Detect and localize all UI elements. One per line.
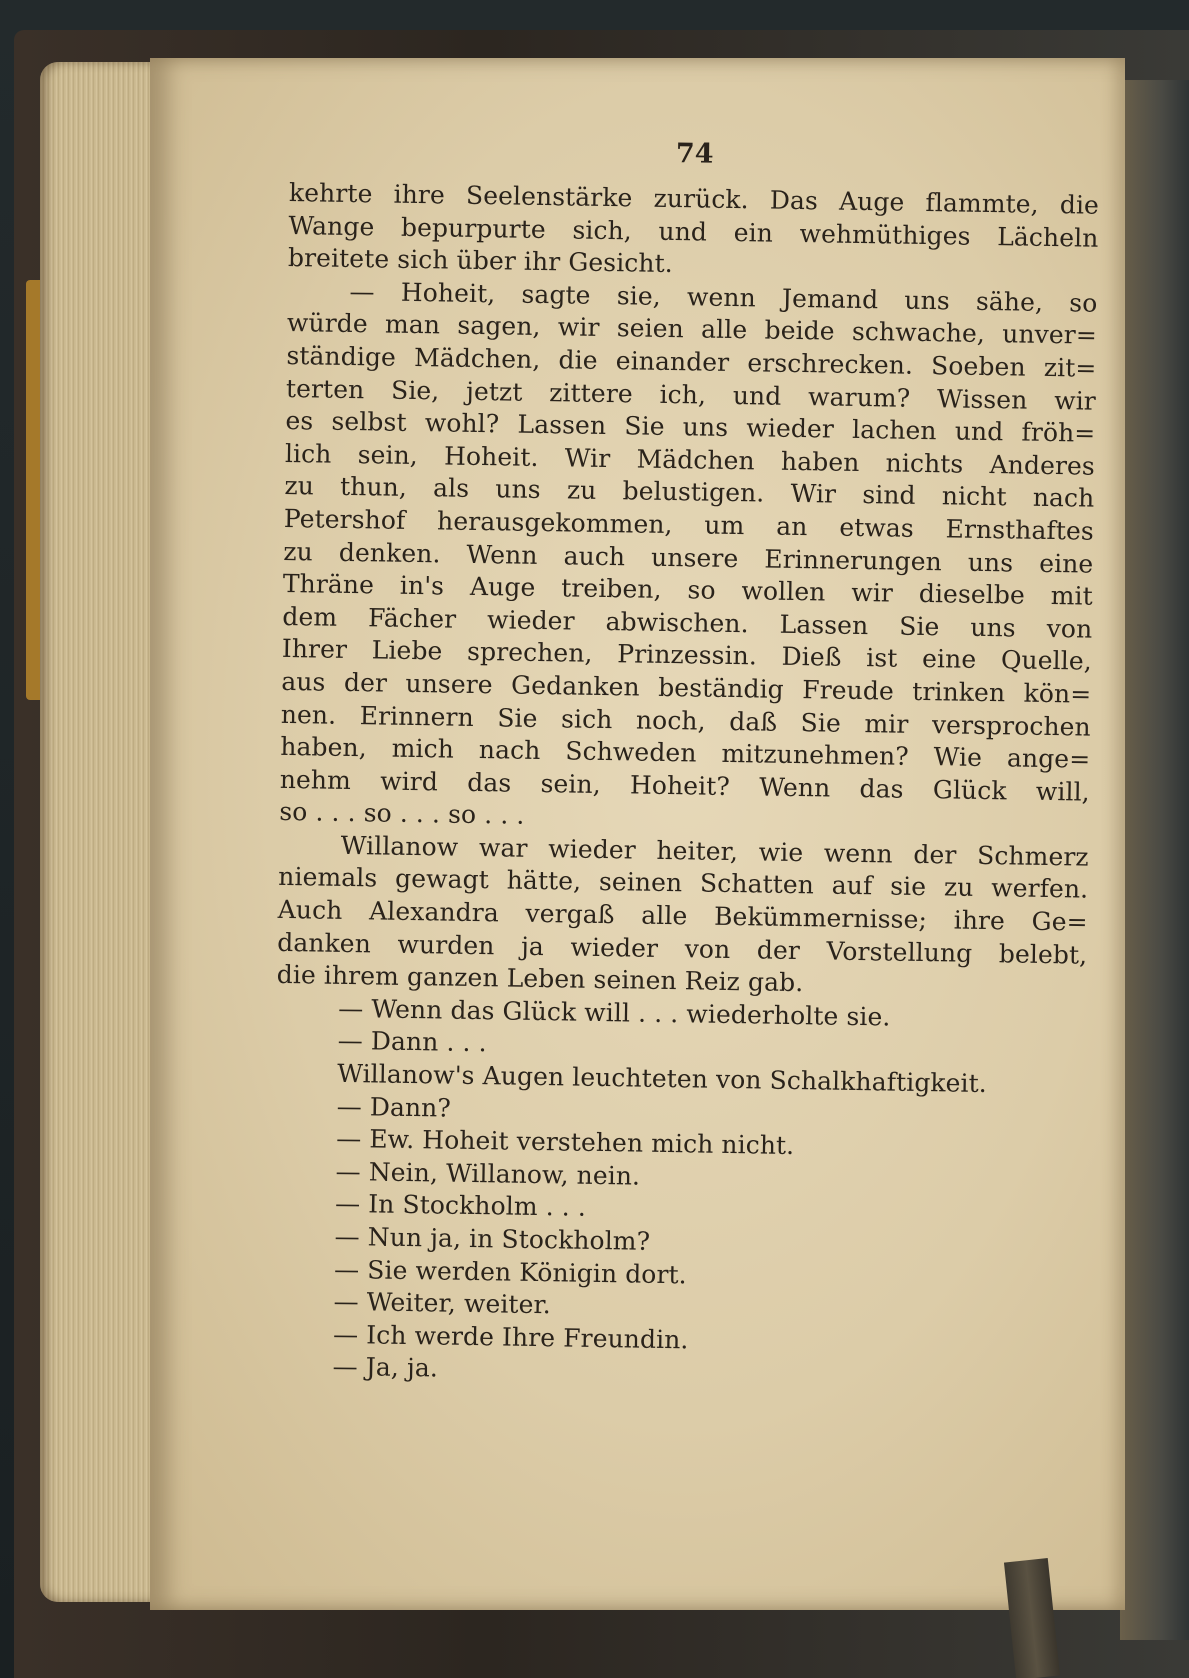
text-line: Auch Alexandra vergaß alle Bekümmernisse; ihre Ge= [277,894,1088,937]
dialogue-line: — Dann? [336,1091,452,1123]
text-line: lich sein, Hoheit. Wir Mädchen haben nichts Anderes [284,438,1096,481]
text-line: nehm wird das sein, Hoheit? Wenn das Glück will, [279,764,1090,807]
dialogue-line: — Ew. Hoheit verstehen mich nicht. [335,1124,795,1161]
text-line: kehrte ihre Seelenstärke zurück. Das Auge flammte, die [288,177,1100,220]
text-line: terten Sie, jetzt zittere ich, und warum? Wissen wir [285,373,1097,416]
dialogue-line: — Sie werden Königin dort. [333,1254,687,1289]
text-line: aus der unsere Gedanken beständig Freude trinken kön= [281,666,1092,709]
text-line: Ihrer Liebe sprechen, Prinzessin. Dieß ist eine Quelle, [281,634,1093,676]
dialogue-line: — Weiter, weiter. [333,1287,552,1320]
dialogue-line: — Wenn das Glück will . . . wiederholte sie. [338,993,891,1032]
text-line: Thräne in's Auge treiben, so wollen wir dieselbe mit [282,569,1094,611]
book-binding [1120,80,1189,1640]
text-line: breitete sich über ihr Gesicht. [287,243,674,279]
text-line: danken wurden ja wieder von der Vorstellung belebt, [277,927,1088,970]
text-line: Wange bepurpurte sich, und ein wehmüthiges Lächeln [288,210,1099,253]
text-line: haben, mich nach Schweden mitzunehmen? Wie ange= [280,732,1091,774]
page-number: 74 [675,138,714,170]
dialogue-line: — In Stockholm . . . [334,1189,587,1223]
text-line: die ihrem ganzen Leben seinen Reiz gab. [276,960,804,998]
text-line: zu denken. Wenn auch unsere Erinnerungen uns eine [283,536,1094,579]
text-line: — Hoheit, sagte sie, wenn Jemand uns sähe, so [349,276,1098,318]
text-line: Petershof herausgekommen, um an etwas Ernsthaftes [283,503,1095,546]
dialogue-line: — Dann . . . [337,1026,487,1058]
text-line: nen. Erinnern Sie sich noch, daß Sie mir versprochen [280,699,1091,742]
text-line: so . . . so . . . so . . . [279,797,525,831]
dialogue-line: — Nun ja, in Stockholm? [334,1221,651,1256]
text-line: Willanow's Augen leuchteten von Schalkhaftigkeit. [336,1058,988,1099]
dialogue-line: — Ich werde Ihre Freundin. [332,1319,689,1355]
text-line: niemals gewagt hätte, seinen Schatten auf sie zu werfen. [278,862,1089,905]
text-line: dem Fächer wieder abwischen. Lassen Sie uns von [282,601,1093,644]
dialogue-line: — Ja, ja. [332,1352,439,1383]
dialogue-line: — Nein, Willanow, nein. [335,1156,641,1191]
text-line: zu thun, als uns zu belustigen. Wir sind nicht nach [284,471,1095,514]
text-line: würde man sagen, wir seien alle beide schwache, unver= [286,308,1098,351]
text-line: es selbst wohl? Lassen Sie uns wieder lachen und fröh= [285,406,1096,448]
text-line: Willanow war wieder heiter, wie wenn der Schmerz [340,830,1089,872]
page-text [270,132,1110,1396]
text-line: ständige Mädchen, die einander erschrecken. Soeben zit= [286,340,1097,383]
